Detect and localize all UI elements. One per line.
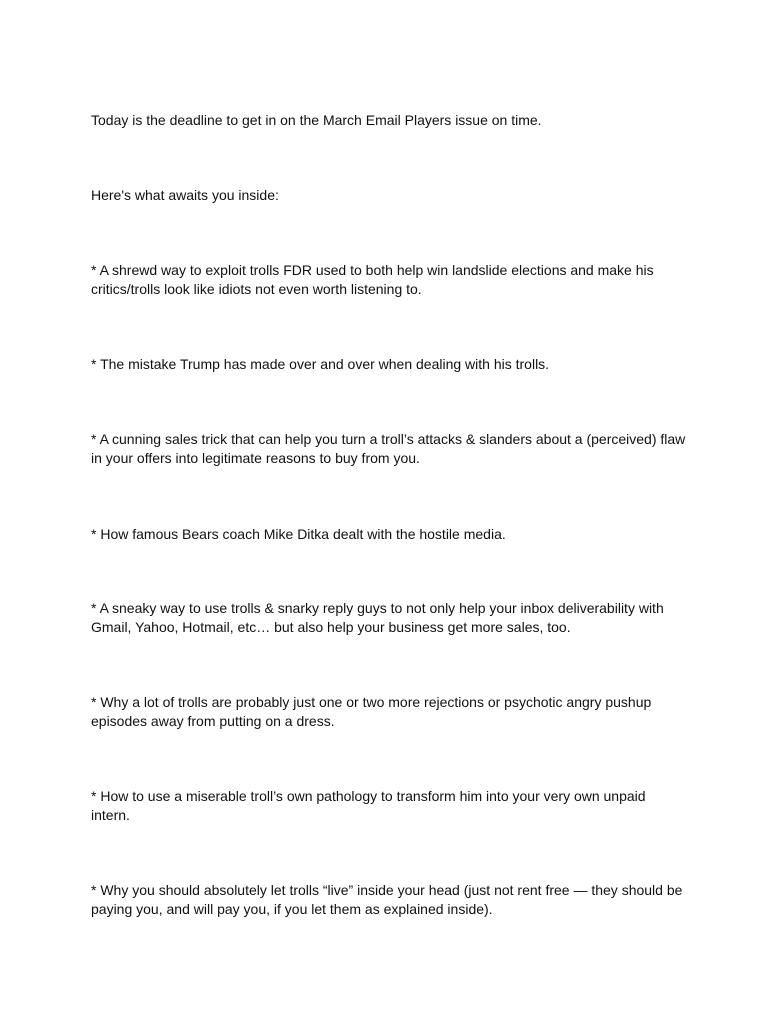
bullet-text-line: Gmail, Yahoo, Hotmail, etc… but also help your business get more sales, too. [91, 619, 571, 635]
lead-in-paragraph [91, 186, 691, 205]
bullet-item [91, 693, 691, 731]
bullet-text-line: paying you, and will pay you, if you let them as explained inside). [91, 901, 493, 917]
bullet-item [91, 787, 691, 825]
bullet-text-line: critics/trolls look like idiots not even worth listening to. [91, 281, 422, 297]
bullet-text-line: episodes away from putting on a dress. [91, 713, 335, 729]
bullet-item [91, 599, 691, 637]
bullet-text-line: intern. [91, 807, 130, 823]
lead-in-text: Here's what awaits you inside: [91, 187, 279, 203]
bullet-item [91, 355, 691, 374]
bullet-text-line: * How to use a miserable troll’s own pathology to transform him into your very own unpaid [91, 788, 646, 804]
bullet-text-line: * Why you should absolutely let trolls “live” inside your head (just not rent free — they should be [91, 882, 683, 898]
bullet-text-line: * A cunning sales trick that can help you turn a troll’s attacks & slanders about a (perceived) flaw [91, 431, 686, 447]
bullet-text-line: in your offers into legitimate reasons to buy from you. [91, 450, 420, 466]
bullet-text-line: * Why a lot of trolls are probably just one or two more rejections or psychotic angry pushup [91, 694, 652, 710]
bullet-item [91, 881, 691, 919]
bullet-text-line: * The mistake Trump has made over and over when dealing with his trolls. [91, 356, 550, 372]
bullet-text-line: * A shrewd way to exploit trolls FDR used to both help win landslide elections and make his [91, 262, 654, 278]
intro-text: Today is the deadline to get in on the March Email Players issue on time. [91, 112, 542, 128]
bullet-text-line: * How famous Bears coach Mike Ditka dealt with the hostile media. [91, 526, 506, 542]
bullet-item [91, 261, 691, 299]
bullet-text-line: * A sneaky way to use trolls & snarky reply guys to not only help your inbox deliverability with [91, 600, 664, 616]
bullet-item [91, 430, 691, 468]
intro-paragraph [91, 111, 691, 130]
bullet-item [91, 525, 691, 544]
